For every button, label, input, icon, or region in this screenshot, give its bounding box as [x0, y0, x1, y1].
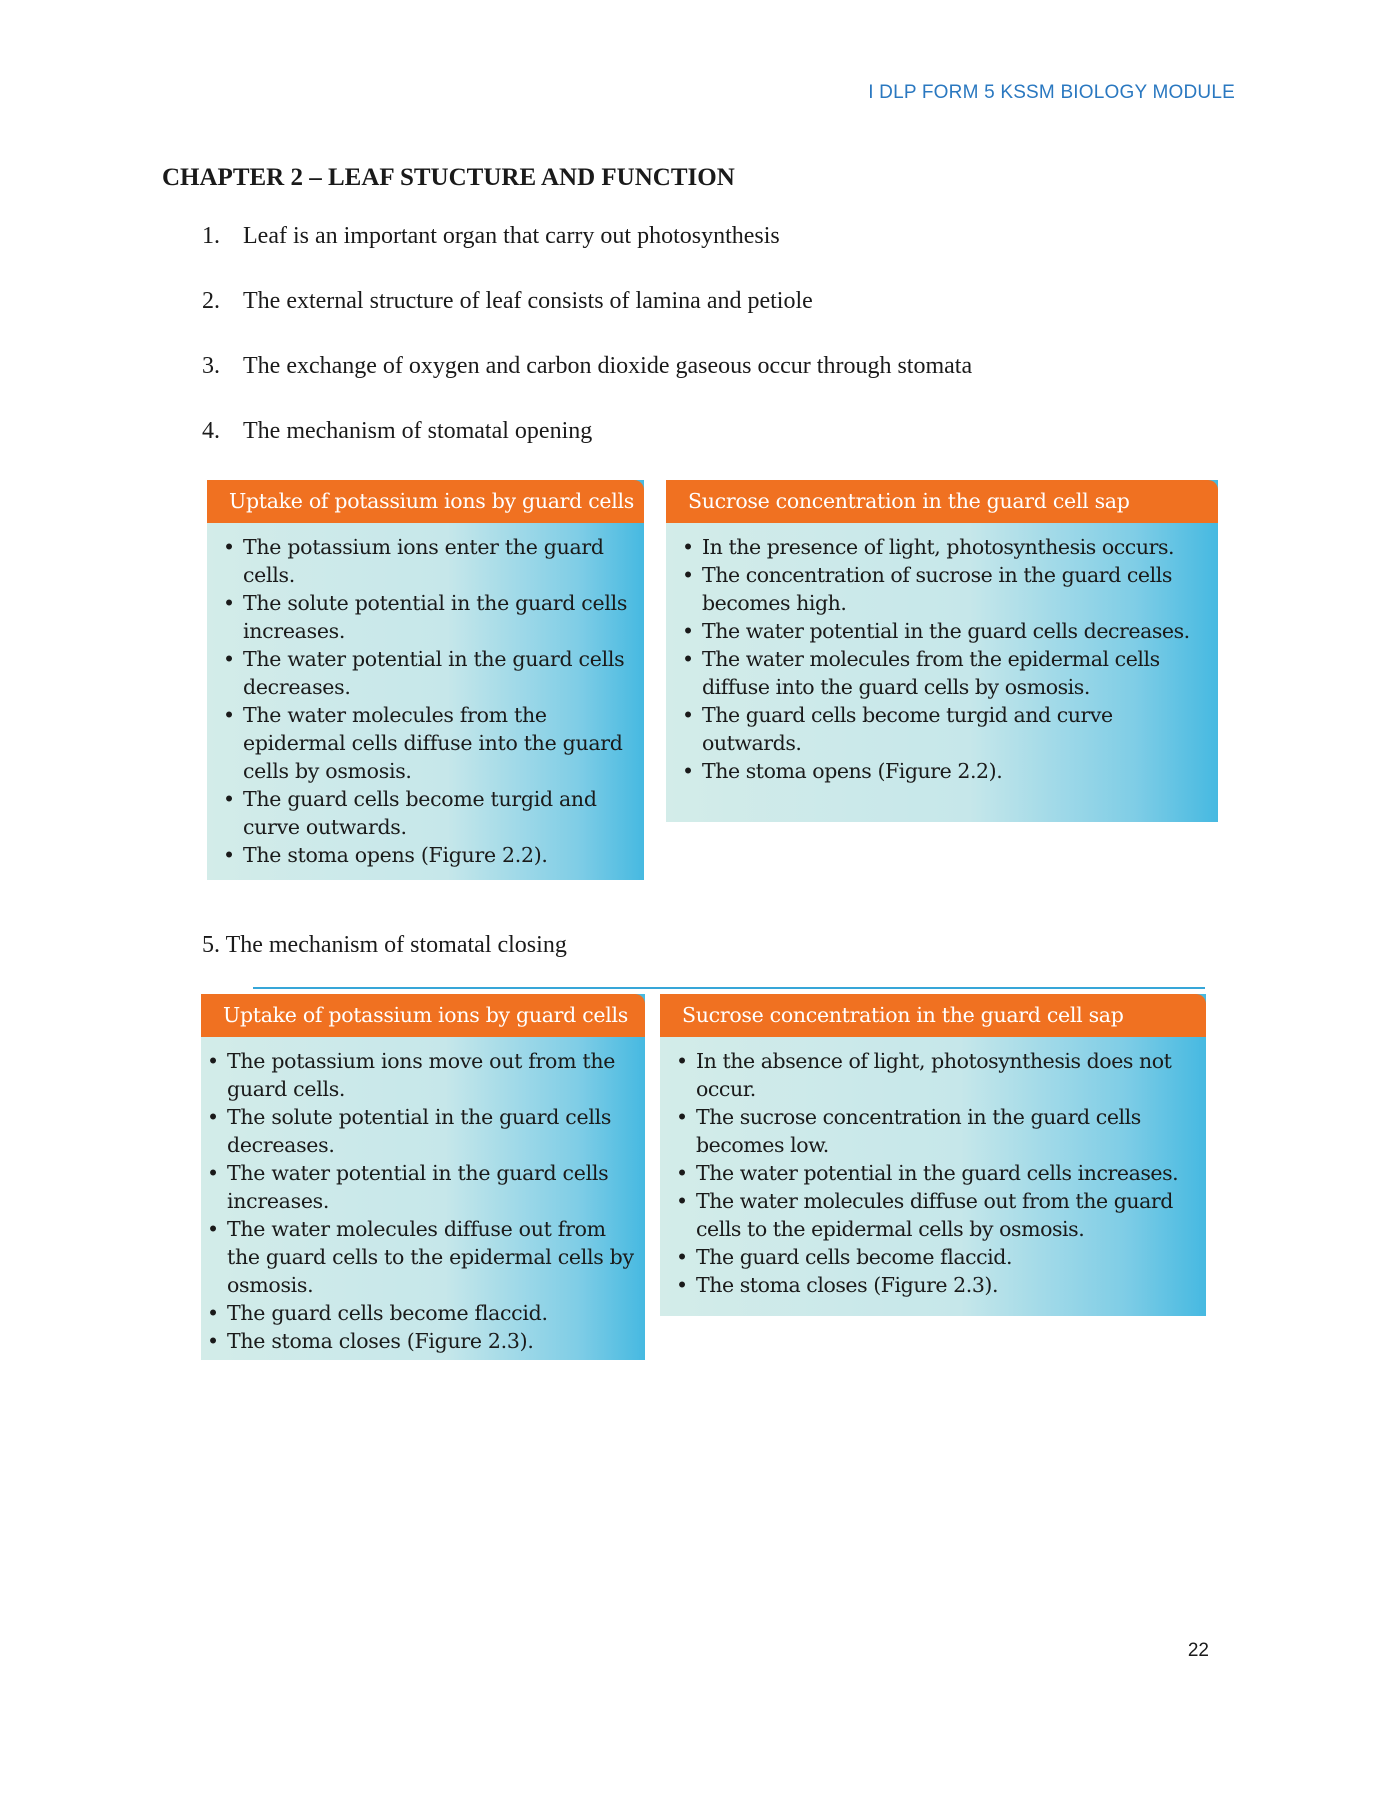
bullet-item: • The water molecules diffuse out from the guard cells to the epidermal cells by osmosis. [203, 1215, 635, 1299]
bullet-item: • The guard cells become turgid and curve outwards. [678, 701, 1208, 757]
point-item [202, 223, 972, 288]
bullet-item: • The stoma closes (Figure 2.3). [672, 1271, 1196, 1299]
point-number: 4. [202, 418, 220, 444]
bullet-item: • The stoma opens (Figure 2.2). [678, 757, 1208, 785]
bullet-item: • The water potential in the guard cells increases. [672, 1159, 1196, 1187]
bullet-item: • The guard cells become flaccid. [203, 1299, 635, 1327]
closing-sucrose-box [660, 994, 1206, 1316]
point-text: The mechanism of stomatal opening [243, 418, 593, 444]
bullet-item: • In the absence of light, photosynthesis does not occur. [672, 1047, 1196, 1103]
bullet-item: • The concentration of sucrose in the guard cells becomes high. [678, 561, 1208, 617]
opening-sucrose-box [666, 480, 1218, 822]
bullet-item: • The water molecules diffuse out from the guard cells to the epidermal cells by osmosis. [672, 1187, 1196, 1243]
bullet-item: • In the presence of light, photosynthesis occurs. [678, 533, 1208, 561]
bullet-list [666, 523, 1218, 785]
bullet-list [207, 523, 644, 869]
page-number: 22 [1187, 1640, 1209, 1661]
opening-potassium-box [207, 480, 644, 880]
point-text: The external structure of leaf consists of lamina and petiole [243, 288, 813, 314]
bullet-item: • The water molecules from the epidermal cells diffuse into the guard cells by osmosis. [678, 645, 1208, 701]
bullet-item: • The water potential in the guard cells decreases. [219, 645, 634, 701]
point-text: The exchange of oxygen and carbon dioxide gaseous occur through stomata [243, 353, 973, 379]
point-text: Leaf is an important organ that carry out photosynthesis [243, 223, 780, 249]
bullet-list [201, 1037, 645, 1355]
box-title: Sucrose concentration in the guard cell sap [660, 994, 1206, 1037]
closing-potassium-box [201, 994, 645, 1360]
bullet-item: • The stoma opens (Figure 2.2). [219, 841, 634, 869]
bullet-item: • The sucrose concentration in the guard cells becomes low. [672, 1103, 1196, 1159]
chapter-title: CHAPTER 2 – LEAF STUCTURE AND FUNCTION [162, 164, 735, 191]
bullet-item: • The water potential in the guard cells increases. [203, 1159, 635, 1215]
point-number: 2. [202, 288, 220, 314]
bullet-item: • The potassium ions enter the guard cells. [219, 533, 634, 589]
bullet-item: • The solute potential in the guard cells decreases. [203, 1103, 635, 1159]
numbered-points [202, 223, 972, 483]
point-item [202, 288, 972, 353]
bullet-list [660, 1037, 1206, 1299]
divider-line [253, 987, 1205, 989]
point-number: 3. [202, 353, 220, 379]
bullet-item: • The guard cells become flaccid. [672, 1243, 1196, 1271]
bullet-item: • The guard cells become turgid and curve outwards. [219, 785, 634, 841]
box-title: Uptake of potassium ions by guard cells [207, 480, 644, 523]
bullet-item: • The solute potential in the guard cells increases. [219, 589, 634, 645]
point-number: 1. [202, 223, 220, 249]
bullet-item: • The potassium ions move out from the guard cells. [203, 1047, 635, 1103]
section-5-heading: 5. The mechanism of stomatal closing [202, 932, 567, 958]
bullet-item: • The water molecules from the epidermal cells diffuse into the guard cells by osmosis. [219, 701, 634, 785]
point-item [202, 418, 972, 483]
module-header: I DLP FORM 5 KSSM BIOLOGY MODULE [868, 82, 1235, 103]
box-title: Uptake of potassium ions by guard cells [201, 994, 645, 1037]
point-item [202, 353, 972, 418]
box-title: Sucrose concentration in the guard cell sap [666, 480, 1218, 523]
bullet-item: • The stoma closes (Figure 2.3). [203, 1327, 635, 1355]
bullet-item: • The water potential in the guard cells decreases. [678, 617, 1208, 645]
